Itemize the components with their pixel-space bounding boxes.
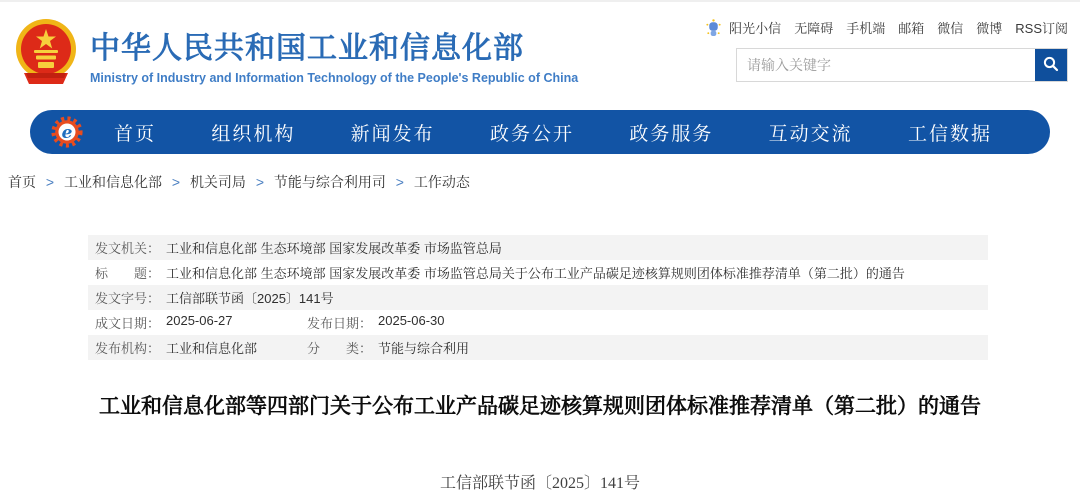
nav-item-organization[interactable]: 组织机构	[211, 123, 296, 145]
site-title: 中华人民共和国工业和信息化部	[90, 32, 524, 65]
breadcrumb-departments[interactable]: 机关司局	[189, 174, 246, 190]
top-link-accessibility[interactable]: 无障碍	[794, 21, 834, 36]
nav-item-interaction[interactable]: 互动交流	[768, 123, 853, 145]
breadcrumb-separator: >	[255, 174, 265, 190]
header-right	[729, 18, 1068, 82]
main-nav	[30, 110, 1050, 154]
article-title: 工业和信息化部等四部门关于公布工业产品碳足迹核算规则团体标准推荐清单（第二批）的通告	[99, 395, 981, 418]
brand-text	[90, 16, 578, 85]
svg-text:e: e	[61, 123, 73, 144]
doc-info-row-issuing-agency	[88, 235, 988, 260]
nav-items	[84, 119, 1050, 146]
nav-item-home[interactable]: 首页	[114, 123, 157, 145]
breadcrumb-separator: >	[395, 174, 404, 190]
top-link-weibo[interactable]: 微博	[976, 21, 1003, 36]
breadcrumb-miit[interactable]: 工业和信息化部	[63, 174, 162, 190]
nav-item-miit-data[interactable]: 工信数据	[907, 123, 992, 145]
doc-info-label: 发布机构：	[95, 341, 161, 356]
site-brand	[12, 16, 578, 90]
doc-info-value: 工信部联节函〔2025〕141号	[166, 291, 334, 306]
doc-info-value: 工业和信息化部 生态环境部 国家发展改革委 市场监管总局	[166, 241, 502, 256]
doc-info-label: 发文机关：	[95, 241, 161, 256]
top-links	[729, 18, 1068, 37]
nav-item-gov-services[interactable]: 政务服务	[629, 123, 714, 145]
doc-info-label: 标 题：	[95, 266, 161, 281]
top-link-mobile[interactable]: 手机端	[846, 21, 886, 36]
search-input[interactable]	[737, 49, 1035, 81]
doc-info-value: 工业和信息化部	[166, 341, 258, 356]
search-button[interactable]	[1035, 49, 1067, 81]
doc-info-row-dates	[88, 310, 988, 335]
breadcrumb-separator: >	[171, 174, 181, 190]
breadcrumb	[8, 172, 470, 192]
nav-item-gov-affairs[interactable]: 政务公开	[489, 123, 574, 145]
mascot-icon	[705, 18, 722, 37]
doc-info-row-doc-number	[88, 285, 988, 310]
top-link-wechat[interactable]: 微信	[937, 21, 964, 36]
top-link-mail[interactable]: 邮箱	[898, 21, 925, 36]
doc-info-row-title	[88, 260, 988, 285]
doc-info-label: 发文字号：	[95, 291, 161, 306]
search-bar	[736, 48, 1068, 82]
doc-info-value: 工业和信息化部 生态环境部 国家发展改革委 市场监管总局关于公布工业产品碳足迹核算规则团体标准推荐清单（第二批）的通告	[166, 266, 905, 281]
search-icon	[1042, 55, 1060, 76]
miit-gear-icon	[50, 115, 84, 149]
doc-info-value: 2025-06-27	[166, 313, 233, 328]
breadcrumb-home[interactable]: 首页	[8, 174, 36, 190]
top-link-sunshine-xiaoxin[interactable]: 阳光小信	[729, 21, 782, 36]
doc-info-row-publisher-category	[88, 335, 988, 360]
doc-info-label: 发布日期：	[307, 316, 373, 331]
doc-info-value: 2025-06-30	[378, 313, 445, 328]
doc-info-value: 节能与综合利用	[378, 341, 470, 356]
article-doc-number: 工信部联节函〔2025〕141号	[439, 475, 640, 492]
nav-item-news[interactable]: 新闻发布	[350, 123, 435, 145]
breadcrumb-separator: >	[45, 174, 55, 190]
breadcrumb-energy-dept[interactable]: 节能与综合利用司	[273, 174, 386, 190]
national-emblem-icon	[12, 16, 80, 90]
top-link-rss[interactable]: RSS订阅	[1015, 21, 1068, 36]
doc-info-label: 分 类：	[307, 341, 373, 356]
breadcrumb-work-updates[interactable]: 工作动态	[413, 174, 470, 190]
doc-info-label: 成文日期：	[95, 316, 161, 331]
doc-info-table	[88, 235, 988, 360]
site-subtitle: Ministry of Industry and Information Technology of the People's Republic of China	[90, 71, 579, 85]
